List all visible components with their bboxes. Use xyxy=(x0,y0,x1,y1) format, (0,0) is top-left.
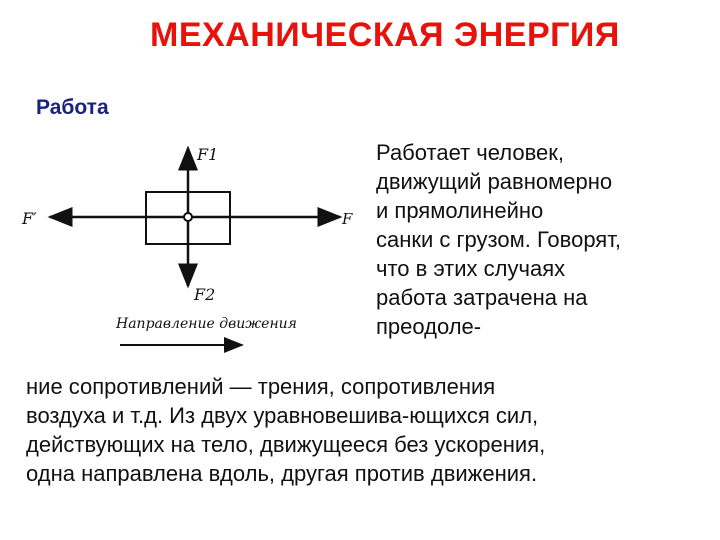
slide-title: МЕХАНИЧЕСКАЯ ЭНЕРГИЯ xyxy=(150,16,620,54)
label-f-prime: F′ xyxy=(22,209,37,228)
center-point xyxy=(184,213,192,221)
section-heading: Работа xyxy=(36,96,109,119)
text-line: воздуха и т.д. Из двух уравновешива-ющихся сил, xyxy=(26,403,539,428)
label-f: F xyxy=(342,210,353,228)
text-line: действующих на тело, движущееся без ускорения, xyxy=(26,432,546,457)
text-line: ние сопротивлений — трения, сопротивления xyxy=(26,374,496,399)
text-line: одна направлена вдоль, другая против движения. xyxy=(26,461,538,486)
text-line: Работает человек, xyxy=(376,140,564,165)
text-line: что в этих случаях xyxy=(376,256,566,281)
direction-caption: Направление движения xyxy=(116,316,297,332)
body-text-column xyxy=(376,138,621,341)
label-f1: F1 xyxy=(197,145,219,164)
text-line: и прямолинейно xyxy=(376,198,544,223)
text-line: работа затрачена на xyxy=(376,285,588,310)
text-line: движущий равномерно xyxy=(376,169,613,194)
text-line: санки с грузом. Говорят, xyxy=(376,227,621,252)
text-line: преодоле- xyxy=(376,314,482,339)
label-f2: F2 xyxy=(194,285,216,304)
body-text-full xyxy=(26,372,545,488)
force-diagram xyxy=(20,140,360,360)
